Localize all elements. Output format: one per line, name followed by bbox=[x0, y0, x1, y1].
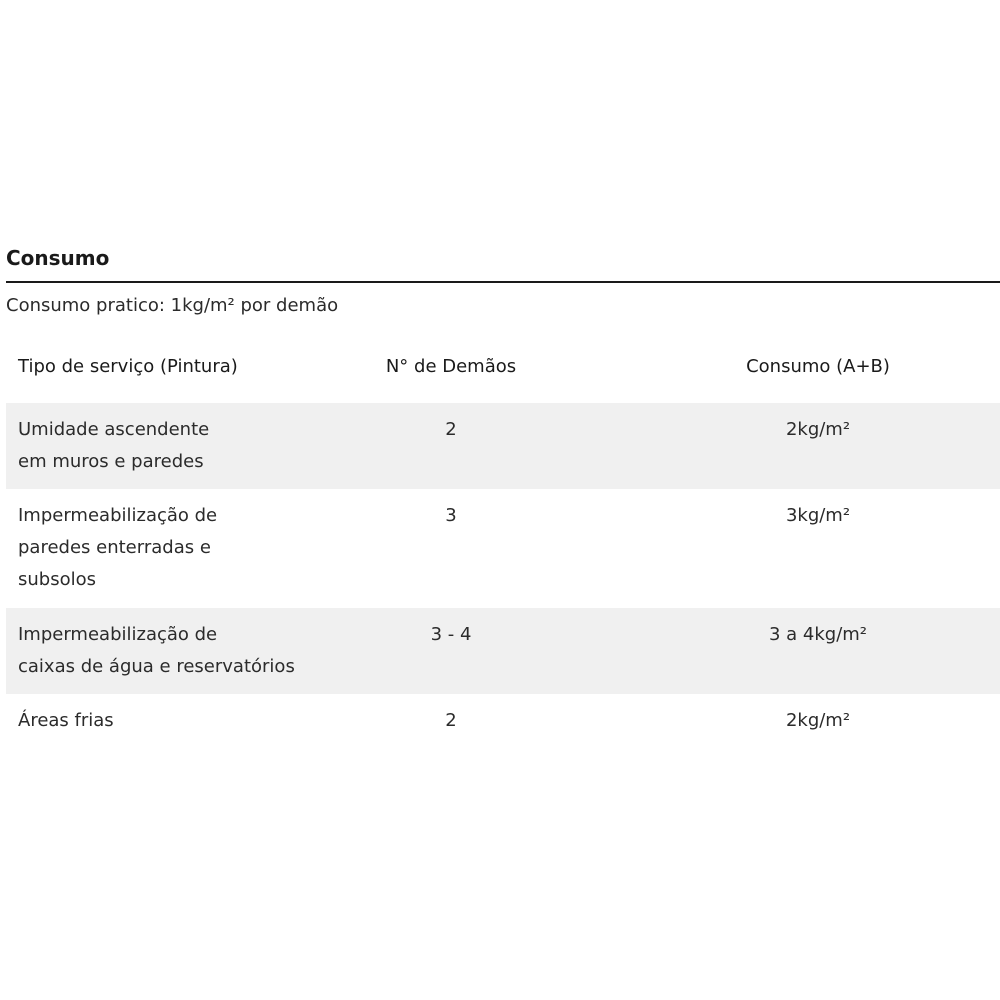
row-coats: 3 - 4 bbox=[430, 624, 472, 645]
consumption-table bbox=[6, 351, 1000, 754]
consumo-section bbox=[0, 244, 1000, 754]
row-consumption: 2kg/m² bbox=[785, 419, 851, 440]
table-row bbox=[6, 608, 1000, 694]
row-consumption: 3kg/m² bbox=[785, 505, 851, 526]
row-service: Umidade ascendente em muros e paredes bbox=[18, 419, 210, 472]
row-service: Impermeabilização de caixas de água e reservatórios bbox=[18, 624, 295, 677]
section-divider bbox=[6, 281, 1000, 283]
consumption-note: Consumo pratico: 1kg/m² por demão bbox=[6, 295, 339, 316]
row-service: Áreas frias bbox=[18, 710, 114, 731]
row-coats: 2 bbox=[445, 710, 457, 731]
row-consumption: 3 a 4kg/m² bbox=[768, 624, 868, 645]
row-coats: 2 bbox=[445, 419, 457, 440]
row-coats: 3 bbox=[445, 505, 457, 526]
row-service: Impermeabilização de paredes enterradas e subsolos bbox=[18, 505, 218, 590]
table-header-row bbox=[6, 351, 1000, 403]
table-row bbox=[6, 403, 1000, 489]
table-row bbox=[6, 694, 1000, 754]
header-consumption: Consumo (A+B) bbox=[746, 356, 890, 377]
table-row bbox=[6, 489, 1000, 608]
header-coats: N° de Demãos bbox=[385, 356, 517, 377]
section-title: Consumo bbox=[6, 246, 110, 270]
row-consumption: 2kg/m² bbox=[785, 710, 851, 731]
header-service-type: Tipo de serviço (Pintura) bbox=[18, 356, 238, 377]
